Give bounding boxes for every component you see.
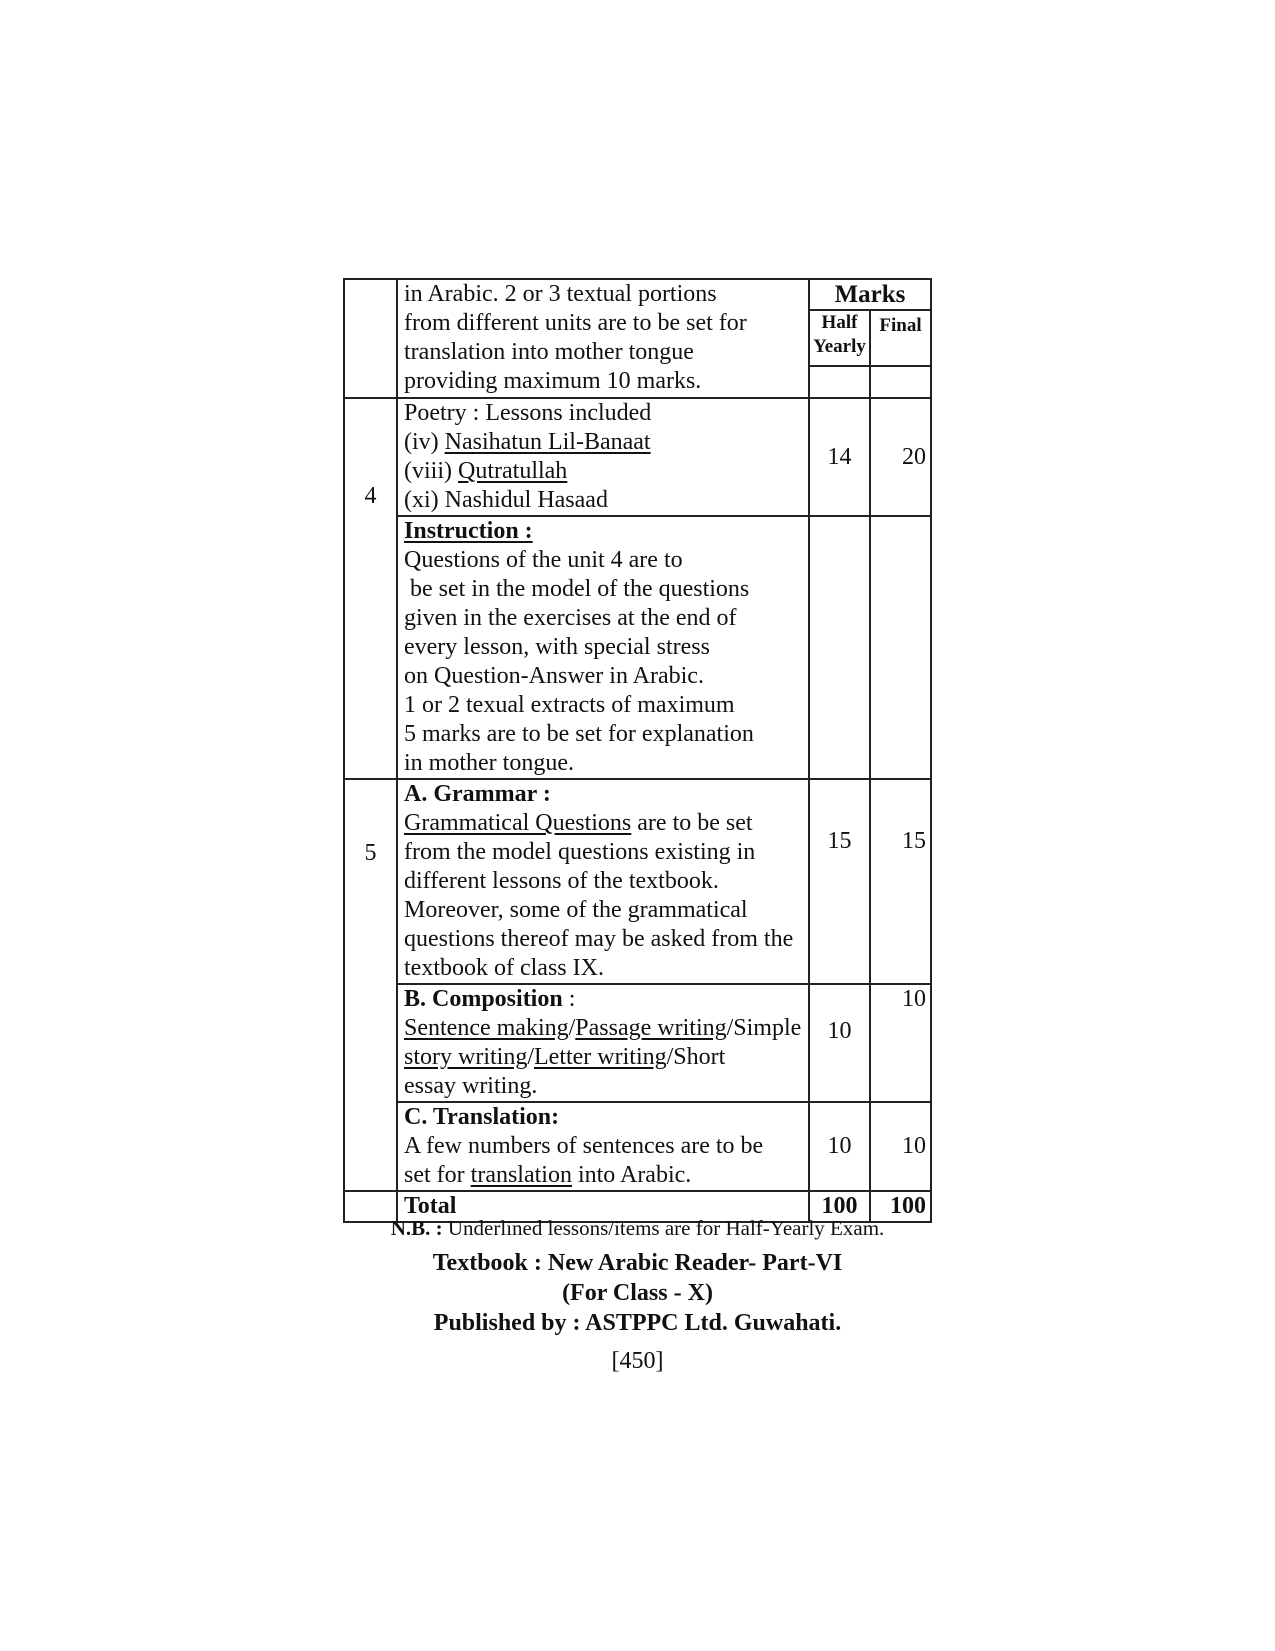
marks-table [343,278,932,1223]
underlined-item: translation [470,1162,572,1188]
table-row-unit-4 [344,398,931,516]
translation-heading: C. Translation: [404,1104,560,1130]
text-line: in Arabic. 2 or 3 textual portions [404,281,717,307]
continuation-description [397,279,809,398]
unit-number: 4 [344,398,397,779]
underlined-lesson: Nasihatun Lil-Banaat [444,429,651,455]
empty-cell [809,516,870,779]
final-header: Final [870,310,930,366]
underlined-item: story writing [404,1044,528,1070]
final-marks: 10 [870,984,931,1102]
instruction-description: Instruction : Questions of the unit 4 are to be set in the model of the questions given in the exercises at the end of every lesson, with special stress on Question-Answer in Arabic. 1 or 2 texual extracts of maximum 5 marks are to be set for explanation in mother tongue. [397,516,809,779]
table-row-translation [344,1102,931,1191]
text-line: from different units are to be set for [404,310,747,336]
total-final: 100 [870,1191,931,1222]
half-yearly-header: Half Yearly [810,310,870,366]
empty-cell [870,516,931,779]
text-line: translation into mother tongue [404,339,694,365]
half-yearly-marks: 15 [809,779,870,984]
unit-cell-empty [344,279,397,398]
grammar-heading: A. Grammar : [404,781,551,807]
textbook-title: Textbook : New Arabic Reader- Part-VI [432,1250,843,1276]
publisher: Published by : ASTPPC Ltd. Guwahati. [433,1310,842,1336]
text-line: providing maximum 10 marks. [404,368,702,394]
page-number: [450] [611,1348,664,1374]
poetry-description: Poetry : Lessons included (iv) Nasihatun Lil-Banaat (viii) Qutratullah (xi) Nashidul Hasaad [397,398,809,516]
underlined-item: Passage writing [575,1015,727,1041]
half-yearly-marks: 10 [809,1102,870,1191]
marks-header-grid [810,280,930,397]
unit-number: 5 [344,779,397,1191]
underlined-item: Sentence making [404,1015,569,1041]
textbook-class: (For Class - X) [562,1280,713,1306]
final-marks: 15 [870,779,931,984]
half-yearly-marks: 14 [809,398,870,516]
nb-note: N.B. : Underlined lessons/items are for Half-Yearly Exam. [390,1216,885,1240]
marks-header [809,279,931,398]
underlined-item: Letter writing [534,1044,667,1070]
table-row-composition [344,984,931,1102]
table-row-continuation [344,279,931,398]
empty-cell [870,366,930,397]
underlined-item: Grammatical Questions [404,810,632,836]
table-row-unit-5-grammar [344,779,931,984]
empty-cell [810,366,870,397]
final-marks: 10 [870,1102,931,1191]
translation-description: C. Translation: A few numbers of sentences are to be set for translation into Arabic. [397,1102,809,1191]
marks-title: Marks [810,280,930,310]
instruction-heading: Instruction : [404,518,533,544]
underlined-lesson: Qutratullah [458,458,568,484]
total-half-yearly: 100 [809,1191,870,1222]
half-yearly-marks: 10 [809,984,870,1102]
composition-description: B. Composition : Sentence making/Passage writing/Simple story writing/Letter writing/Short essay writing. [397,984,809,1102]
grammar-description: A. Grammar : Grammatical Questions are to be set from the model questions existing in different lessons of the textbook. Moreover, some of the grammatical questions thereof may be asked from the textbook of class IX. [397,779,809,984]
table-row-instruction [344,516,931,779]
total-label: Total [397,1191,809,1222]
final-marks: 20 [870,398,931,516]
composition-heading: B. Composition [404,986,563,1012]
